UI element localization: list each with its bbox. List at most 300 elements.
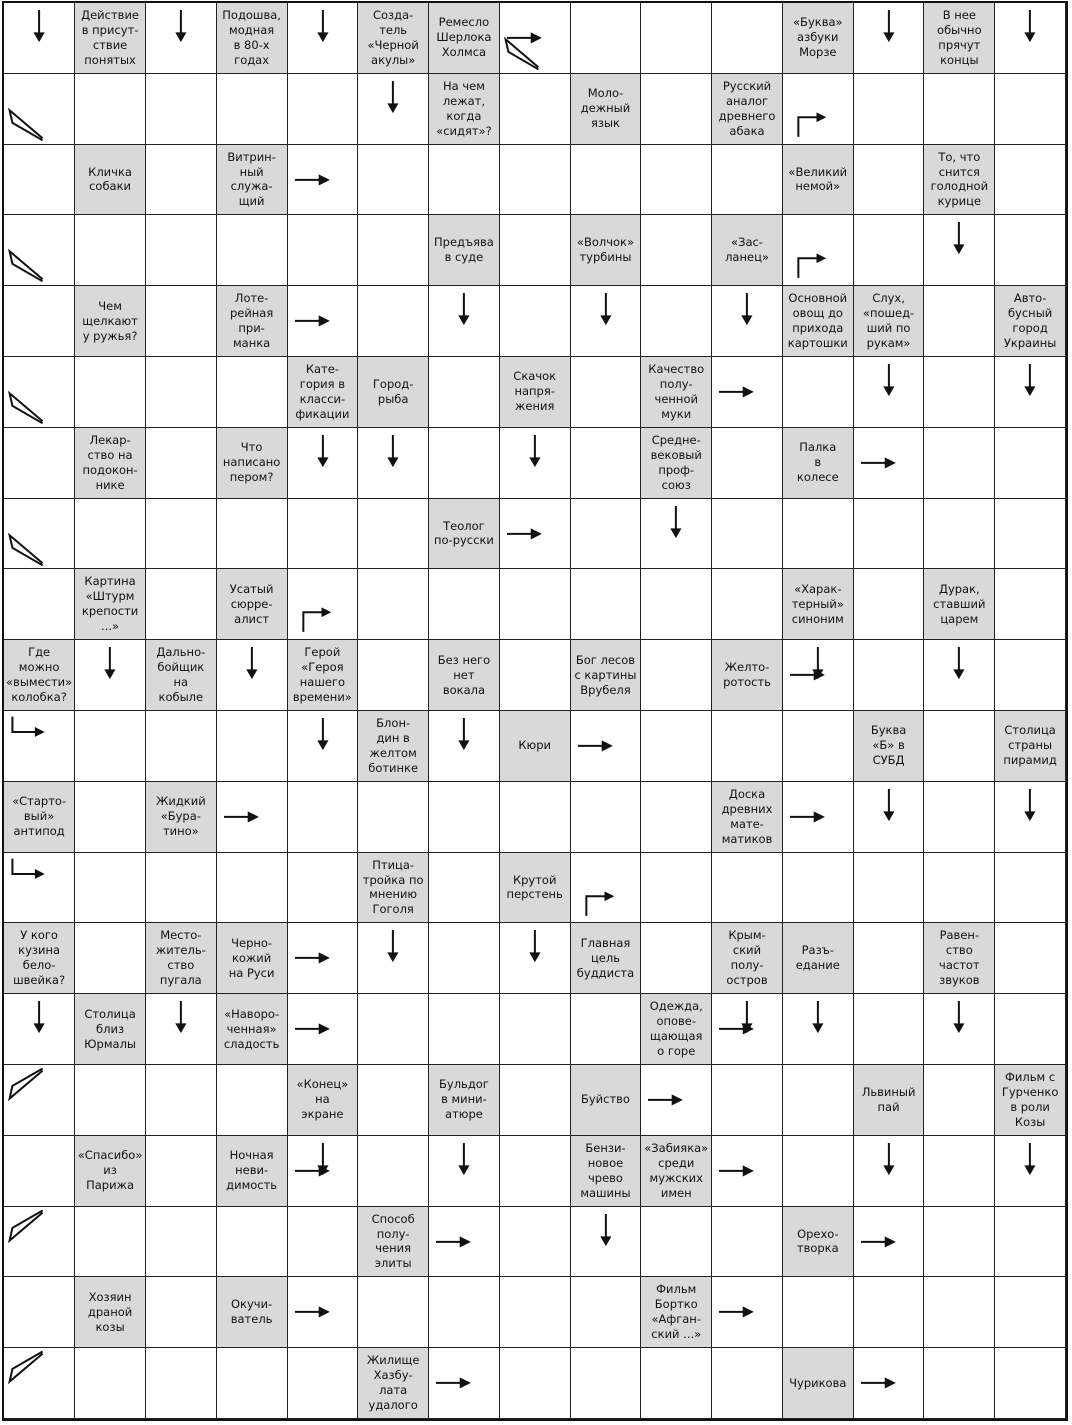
- answer-cell[interactable]: [75, 499, 146, 570]
- answer-cell[interactable]: [571, 499, 642, 570]
- answer-cell[interactable]: [995, 428, 1066, 499]
- answer-cell[interactable]: [712, 853, 783, 924]
- answer-cell[interactable]: [924, 1207, 995, 1278]
- arrow-down-icon: [854, 3, 924, 73]
- answer-cell[interactable]: [146, 569, 217, 640]
- answer-cell[interactable]: [641, 74, 712, 145]
- clue-cell: [217, 1136, 288, 1207]
- answer-cell[interactable]: [146, 145, 217, 216]
- arrow-right-icon: [288, 286, 358, 356]
- answer-cell[interactable]: [358, 782, 429, 853]
- answer-cell[interactable]: [217, 499, 288, 570]
- answer-cell[interactable]: [783, 1277, 854, 1348]
- clue-text: Средне- вековый проф- союз: [650, 432, 702, 492]
- answer-cell[interactable]: [75, 1065, 146, 1136]
- answer-cell[interactable]: [641, 1348, 712, 1419]
- answer-cell[interactable]: [571, 1277, 642, 1348]
- arrow-down-icon: [429, 1136, 499, 1206]
- answer-cell[interactable]: [571, 994, 642, 1065]
- clue-text: Витрин- ный служа- щий: [227, 149, 276, 209]
- clue-text: Бог лесов с картины Врубеля: [574, 652, 637, 697]
- answer-cell[interactable]: [924, 640, 995, 711]
- answer-cell[interactable]: [288, 1277, 359, 1348]
- answer-cell[interactable]: [429, 1136, 500, 1207]
- answer-cell[interactable]: [500, 499, 571, 570]
- answer-cell[interactable]: [854, 74, 925, 145]
- answer-cell[interactable]: [500, 569, 571, 640]
- answer-cell[interactable]: [146, 74, 217, 145]
- answer-cell[interactable]: [358, 640, 429, 711]
- answer-cell[interactable]: [571, 1207, 642, 1278]
- answer-cell[interactable]: [75, 1348, 146, 1419]
- answer-cell[interactable]: [4, 499, 75, 570]
- answer-cell[interactable]: [783, 711, 854, 782]
- arrow-right-icon: [783, 782, 853, 852]
- answer-cell[interactable]: [924, 1136, 995, 1207]
- answer-cell[interactable]: [75, 711, 146, 782]
- answer-cell[interactable]: [4, 1065, 75, 1136]
- answer-cell[interactable]: [712, 499, 783, 570]
- answer-cell[interactable]: [924, 1348, 995, 1419]
- answer-cell[interactable]: [712, 3, 783, 74]
- answer-cell[interactable]: [571, 1348, 642, 1419]
- clue-cell: [75, 286, 146, 357]
- clue-text: Ночная неви- димость: [226, 1148, 278, 1193]
- answer-cell[interactable]: [924, 357, 995, 428]
- answer-cell[interactable]: [146, 286, 217, 357]
- answer-cell[interactable]: [4, 1207, 75, 1278]
- answer-cell[interactable]: [4, 994, 75, 1065]
- clue-cell: [571, 74, 642, 145]
- arrow-down-icon: [217, 640, 287, 710]
- answer-cell[interactable]: [641, 569, 712, 640]
- answer-cell[interactable]: [571, 286, 642, 357]
- answer-cell[interactable]: [783, 1065, 854, 1136]
- answer-cell[interactable]: [288, 569, 359, 640]
- answer-cell[interactable]: [217, 357, 288, 428]
- answer-cell[interactable]: [783, 782, 854, 853]
- answer-cell[interactable]: [712, 569, 783, 640]
- answer-cell[interactable]: [641, 286, 712, 357]
- answer-cell[interactable]: [712, 994, 783, 1065]
- clue-text: Русский аналог древнего абака: [718, 78, 776, 138]
- clue-text: Подошва, модная в 80-х годах: [222, 8, 281, 67]
- clue-text: Птица- тройка по мнению Гоголя: [362, 857, 424, 917]
- clue-cell: [429, 74, 500, 145]
- answer-cell[interactable]: [217, 74, 288, 145]
- arrow-down-icon: [995, 782, 1065, 852]
- answer-cell[interactable]: [924, 994, 995, 1065]
- answer-cell[interactable]: [288, 923, 359, 994]
- arrow-elbowR-icon: [4, 853, 74, 923]
- answer-cell[interactable]: [4, 215, 75, 286]
- arrow-down-icon: [358, 428, 428, 498]
- answer-cell[interactable]: [75, 357, 146, 428]
- arrow-down-icon: [358, 923, 428, 993]
- arrow-right-icon: [712, 357, 782, 427]
- answer-cell[interactable]: [288, 1136, 359, 1207]
- answer-cell[interactable]: [641, 145, 712, 216]
- answer-cell[interactable]: [75, 215, 146, 286]
- answer-cell[interactable]: [146, 1348, 217, 1419]
- clue-cell: [429, 3, 500, 74]
- answer-cell[interactable]: [146, 1065, 217, 1136]
- answer-cell[interactable]: [217, 853, 288, 924]
- answer-cell[interactable]: [358, 569, 429, 640]
- answer-cell[interactable]: [146, 711, 217, 782]
- clue-text: Крутой перстень: [506, 872, 563, 902]
- answer-cell[interactable]: [358, 1136, 429, 1207]
- answer-cell[interactable]: [995, 853, 1066, 924]
- answer-cell[interactable]: [641, 1065, 712, 1136]
- answer-cell[interactable]: [288, 499, 359, 570]
- answer-cell[interactable]: [146, 1277, 217, 1348]
- answer-cell[interactable]: [358, 428, 429, 499]
- clue-text: Фильм Бортко «Афган- ский ...»: [651, 1282, 702, 1342]
- answer-cell[interactable]: [429, 1277, 500, 1348]
- answer-cell[interactable]: [854, 782, 925, 853]
- answer-cell[interactable]: [995, 499, 1066, 570]
- answer-cell[interactable]: [146, 428, 217, 499]
- clue-cell: [146, 640, 217, 711]
- answer-cell[interactable]: [75, 923, 146, 994]
- answer-cell[interactable]: [288, 1207, 359, 1278]
- answer-cell[interactable]: [288, 782, 359, 853]
- arrow-diagUp-icon: [4, 1207, 74, 1277]
- answer-cell[interactable]: [571, 711, 642, 782]
- answer-cell[interactable]: [429, 711, 500, 782]
- answer-cell[interactable]: [75, 1207, 146, 1278]
- answer-cell[interactable]: [500, 145, 571, 216]
- answer-cell[interactable]: [4, 286, 75, 357]
- clue-cell: [500, 853, 571, 924]
- arrow-down-icon: [358, 74, 428, 144]
- answer-cell[interactable]: [4, 74, 75, 145]
- answer-cell[interactable]: [854, 3, 925, 74]
- answer-cell[interactable]: [75, 782, 146, 853]
- clue-text: Жидкий «Бура- тино»: [155, 794, 206, 839]
- answer-cell[interactable]: [641, 923, 712, 994]
- answer-cell[interactable]: [571, 357, 642, 428]
- answer-cell[interactable]: [995, 3, 1066, 74]
- clue-cell: [217, 286, 288, 357]
- answer-cell[interactable]: [641, 782, 712, 853]
- answer-cell[interactable]: [358, 994, 429, 1065]
- arrow-right-icon: [288, 923, 358, 993]
- clue-text: Без него нет вокала: [437, 652, 491, 697]
- clue-cell: [641, 1136, 712, 1207]
- answer-cell[interactable]: [500, 640, 571, 711]
- answer-cell[interactable]: [924, 286, 995, 357]
- answer-cell[interactable]: [783, 74, 854, 145]
- answer-cell[interactable]: [146, 3, 217, 74]
- clue-text: Орехо- творка: [796, 1226, 839, 1256]
- answer-cell[interactable]: [217, 1207, 288, 1278]
- answer-cell[interactable]: [854, 428, 925, 499]
- answer-cell[interactable]: [4, 569, 75, 640]
- answer-cell[interactable]: [429, 145, 500, 216]
- answer-cell[interactable]: [783, 640, 854, 711]
- answer-cell[interactable]: [783, 215, 854, 286]
- answer-cell[interactable]: [712, 1348, 783, 1419]
- clue-cell: [500, 711, 571, 782]
- answer-cell[interactable]: [288, 853, 359, 924]
- answer-cell[interactable]: [500, 1207, 571, 1278]
- answer-cell[interactable]: [995, 640, 1066, 711]
- answer-cell[interactable]: [4, 357, 75, 428]
- arrow-right-icon: [854, 428, 924, 498]
- answer-cell[interactable]: [146, 215, 217, 286]
- clue-text: Окучи- ватель: [230, 1297, 273, 1327]
- clue-text: Равен- ство частот звуков: [939, 928, 980, 988]
- answer-cell[interactable]: [995, 145, 1066, 216]
- answer-cell[interactable]: [641, 215, 712, 286]
- answer-cell[interactable]: [641, 711, 712, 782]
- answer-cell[interactable]: [429, 853, 500, 924]
- answer-cell[interactable]: [995, 782, 1066, 853]
- answer-cell[interactable]: [4, 3, 75, 74]
- clue-cell: [217, 569, 288, 640]
- answer-cell[interactable]: [854, 853, 925, 924]
- answer-cell[interactable]: [783, 1136, 854, 1207]
- answer-cell[interactable]: [500, 994, 571, 1065]
- answer-cell[interactable]: [500, 3, 571, 74]
- answer-cell[interactable]: [571, 853, 642, 924]
- clue-text: Желто- ротость: [723, 660, 771, 690]
- answer-cell[interactable]: [217, 215, 288, 286]
- answer-cell[interactable]: [358, 145, 429, 216]
- answer-cell[interactable]: [500, 286, 571, 357]
- answer-cell[interactable]: [288, 994, 359, 1065]
- answer-cell[interactable]: [146, 853, 217, 924]
- arrow-diag-icon: [4, 499, 74, 569]
- answer-cell[interactable]: [358, 286, 429, 357]
- answer-cell[interactable]: [712, 1277, 783, 1348]
- clue-text: Жилище Хазбу- лата удалого: [366, 1353, 420, 1413]
- arrow-down-icon: [146, 994, 216, 1064]
- clue-text: Ремесло Шерлока Холмса: [436, 15, 492, 60]
- answer-cell[interactable]: [995, 1207, 1066, 1278]
- arrow-elbowR-icon: [4, 711, 74, 781]
- answer-cell[interactable]: [712, 711, 783, 782]
- answer-cell[interactable]: [783, 853, 854, 924]
- arrow-down-icon: [288, 711, 358, 781]
- answer-cell[interactable]: [783, 357, 854, 428]
- answer-cell[interactable]: [712, 1065, 783, 1136]
- clue-text: Место- житель- ство пугала: [155, 928, 206, 988]
- answer-cell[interactable]: [995, 215, 1066, 286]
- answer-cell[interactable]: [429, 428, 500, 499]
- answer-cell[interactable]: [4, 428, 75, 499]
- answer-cell[interactable]: [641, 853, 712, 924]
- answer-cell[interactable]: [712, 1207, 783, 1278]
- answer-cell[interactable]: [924, 782, 995, 853]
- clue-text: Герой «Героя нашего времени»: [292, 645, 352, 705]
- answer-cell[interactable]: [854, 1207, 925, 1278]
- answer-cell[interactable]: [571, 782, 642, 853]
- answer-cell[interactable]: [75, 74, 146, 145]
- answer-cell[interactable]: [288, 1348, 359, 1419]
- answer-cell[interactable]: [712, 428, 783, 499]
- answer-cell[interactable]: [995, 994, 1066, 1065]
- answer-cell[interactable]: [571, 145, 642, 216]
- answer-cell[interactable]: [854, 1136, 925, 1207]
- answer-cell[interactable]: [217, 640, 288, 711]
- answer-cell[interactable]: [500, 1136, 571, 1207]
- answer-cell[interactable]: [712, 286, 783, 357]
- answer-cell[interactable]: [358, 499, 429, 570]
- answer-cell[interactable]: [146, 499, 217, 570]
- answer-cell[interactable]: [288, 428, 359, 499]
- answer-cell[interactable]: [146, 1207, 217, 1278]
- clue-cell: [217, 3, 288, 74]
- answer-cell[interactable]: [4, 1136, 75, 1207]
- answer-cell[interactable]: [854, 1277, 925, 1348]
- clue-cell: [146, 923, 217, 994]
- clue-text: «Буква» азбуки Морзе: [793, 15, 843, 60]
- clue-cell: [571, 923, 642, 994]
- clue-cell: [500, 357, 571, 428]
- arrow-right-icon: [288, 1136, 358, 1206]
- answer-cell[interactable]: [288, 286, 359, 357]
- answer-cell[interactable]: [288, 145, 359, 216]
- answer-cell[interactable]: [429, 782, 500, 853]
- answer-cell[interactable]: [924, 428, 995, 499]
- arrow-down-icon: [500, 923, 570, 993]
- answer-cell[interactable]: [75, 640, 146, 711]
- answer-cell[interactable]: [4, 711, 75, 782]
- answer-cell[interactable]: [995, 357, 1066, 428]
- answer-cell[interactable]: [641, 1207, 712, 1278]
- answer-cell[interactable]: [429, 994, 500, 1065]
- clue-cell: [75, 994, 146, 1065]
- answer-cell[interactable]: [4, 1348, 75, 1419]
- answer-cell[interactable]: [924, 1065, 995, 1136]
- answer-cell[interactable]: [358, 1277, 429, 1348]
- answer-cell[interactable]: [217, 1348, 288, 1419]
- clue-cell: [571, 215, 642, 286]
- answer-cell[interactable]: [854, 994, 925, 1065]
- answer-cell[interactable]: [500, 74, 571, 145]
- answer-cell[interactable]: [146, 1136, 217, 1207]
- answer-cell[interactable]: [854, 215, 925, 286]
- clue-cell: [571, 640, 642, 711]
- answer-cell[interactable]: [75, 853, 146, 924]
- answer-cell[interactable]: [500, 1065, 571, 1136]
- clue-text: Столица страны пирамид: [1003, 723, 1057, 768]
- arrow-right-icon: [712, 1136, 782, 1206]
- arrow-elbow-icon: [288, 569, 358, 639]
- clue-text: Способ полу- чения элиты: [371, 1211, 415, 1271]
- answer-cell[interactable]: [146, 357, 217, 428]
- answer-cell[interactable]: [995, 1136, 1066, 1207]
- answer-cell[interactable]: [429, 569, 500, 640]
- answer-cell[interactable]: [217, 1065, 288, 1136]
- answer-cell[interactable]: [924, 74, 995, 145]
- answer-cell[interactable]: [924, 711, 995, 782]
- answer-cell[interactable]: [500, 1348, 571, 1419]
- arrow-elbow-icon: [571, 853, 641, 923]
- answer-cell[interactable]: [854, 569, 925, 640]
- answer-cell[interactable]: [571, 428, 642, 499]
- answer-cell[interactable]: [712, 1136, 783, 1207]
- arrow-down-icon: [995, 3, 1065, 73]
- arrow-down-icon: [924, 640, 994, 710]
- answer-cell[interactable]: [995, 923, 1066, 994]
- arrow-right-icon: [429, 1348, 499, 1418]
- answer-cell[interactable]: [783, 499, 854, 570]
- answer-cell[interactable]: [641, 3, 712, 74]
- answer-cell[interactable]: [358, 74, 429, 145]
- answer-cell[interactable]: [288, 215, 359, 286]
- answer-cell[interactable]: [500, 782, 571, 853]
- answer-cell[interactable]: [924, 215, 995, 286]
- clue-text: Авто- бусный город Украины: [1003, 291, 1057, 351]
- clue-cell: [641, 1277, 712, 1348]
- answer-cell[interactable]: [429, 923, 500, 994]
- answer-cell[interactable]: [854, 145, 925, 216]
- answer-cell[interactable]: [571, 569, 642, 640]
- answer-cell[interactable]: [712, 145, 783, 216]
- answer-cell[interactable]: [571, 3, 642, 74]
- clue-text: Скачок напря- жения: [513, 369, 557, 414]
- answer-cell[interactable]: [146, 994, 217, 1065]
- answer-cell[interactable]: [217, 782, 288, 853]
- answer-cell[interactable]: [854, 640, 925, 711]
- answer-cell[interactable]: [854, 923, 925, 994]
- clue-cell: [783, 3, 854, 74]
- answer-cell[interactable]: [288, 3, 359, 74]
- answer-cell[interactable]: [641, 499, 712, 570]
- arrow-down-icon: [995, 357, 1065, 427]
- answer-cell[interactable]: [500, 215, 571, 286]
- answer-cell[interactable]: [4, 1277, 75, 1348]
- arrow-right-icon: [641, 1065, 711, 1135]
- answer-cell[interactable]: [500, 1277, 571, 1348]
- answer-cell[interactable]: [500, 428, 571, 499]
- answer-cell[interactable]: [429, 357, 500, 428]
- answer-cell[interactable]: [4, 853, 75, 924]
- answer-cell[interactable]: [288, 74, 359, 145]
- answer-cell[interactable]: [358, 1065, 429, 1136]
- answer-cell[interactable]: [995, 74, 1066, 145]
- answer-cell[interactable]: [217, 711, 288, 782]
- answer-cell[interactable]: [358, 215, 429, 286]
- answer-cell[interactable]: [995, 1348, 1066, 1419]
- answer-cell[interactable]: [924, 499, 995, 570]
- clue-cell: [995, 711, 1066, 782]
- answer-cell[interactable]: [429, 286, 500, 357]
- answer-cell[interactable]: [783, 994, 854, 1065]
- answer-cell[interactable]: [358, 923, 429, 994]
- clue-text: Кате- гория в класси- фикации: [295, 362, 350, 421]
- answer-cell[interactable]: [924, 1277, 995, 1348]
- answer-cell[interactable]: [429, 1348, 500, 1419]
- answer-cell[interactable]: [995, 1277, 1066, 1348]
- answer-cell[interactable]: [641, 640, 712, 711]
- answer-cell[interactable]: [854, 357, 925, 428]
- answer-cell[interactable]: [288, 711, 359, 782]
- answer-cell[interactable]: [4, 145, 75, 216]
- answer-cell[interactable]: [429, 1207, 500, 1278]
- answer-cell[interactable]: [995, 569, 1066, 640]
- answer-cell[interactable]: [712, 357, 783, 428]
- answer-cell[interactable]: [854, 499, 925, 570]
- answer-cell[interactable]: [500, 923, 571, 994]
- clue-cell: [712, 640, 783, 711]
- answer-cell[interactable]: [854, 1348, 925, 1419]
- answer-cell[interactable]: [924, 853, 995, 924]
